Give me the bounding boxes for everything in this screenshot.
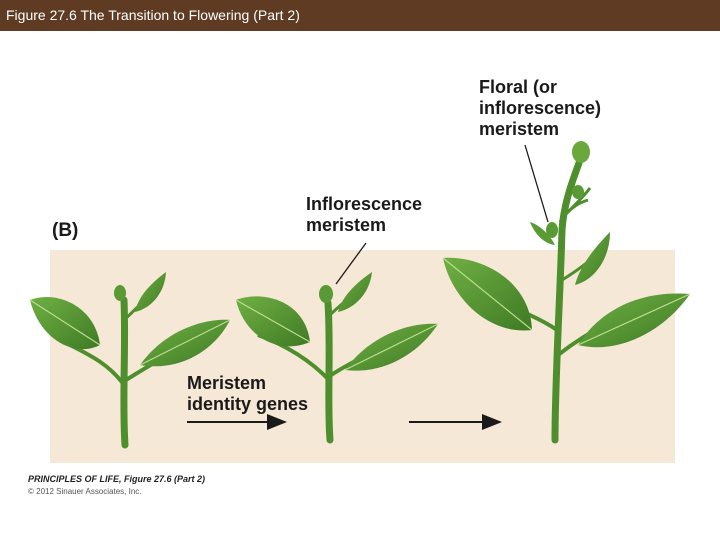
floral-meristem-label: Floral (or inflorescence) meristem [479,77,602,139]
slide-title: Figure 27.6 The Transition to Flowering (Part 2) [6,7,300,23]
copyright-notice: © 2012 Sinauer Associates, Inc. [28,487,142,496]
inflorescence-meristem-label: Inflorescence meristem [306,194,423,235]
inflorescence-meristem-pointer [336,243,366,284]
plant-vegetative [30,272,230,445]
figure-credit: PRINCIPLES OF LIFE, Figure 27.6 (Part 2) [28,474,206,484]
floral-meristem-pointer [525,145,548,222]
meristem-identity-genes-label: Meristem identity genes [187,373,309,414]
plant-flowering [443,141,690,440]
panel-letter: (B) [52,220,79,241]
